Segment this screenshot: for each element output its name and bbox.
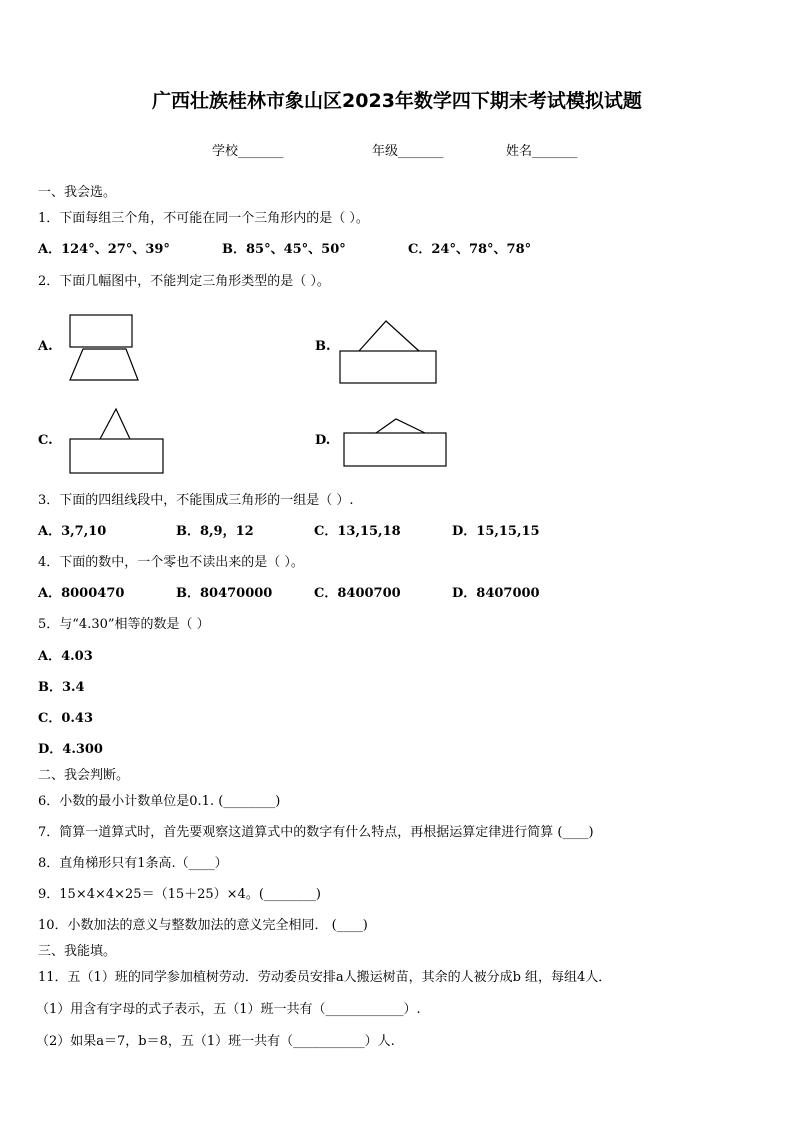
- q2-option-c-label[interactable]: C.: [38, 433, 53, 448]
- q3-option-a[interactable]: A．3,7,10: [38, 524, 107, 539]
- q5-text: 5．与“4.30”相等的数是（ ）: [38, 617, 210, 632]
- q3-text: 3．下面的四组线段中，不能围成三角形的一组是（ ）.: [38, 493, 354, 508]
- section-2-heading: 二、我会判断。: [38, 768, 130, 783]
- q4-option-a[interactable]: A．8000470: [38, 586, 125, 601]
- q5-option-d[interactable]: D．4.300: [38, 742, 103, 757]
- q2-option-d-label[interactable]: D.: [315, 433, 331, 448]
- q2-text: 2．下面几幅图中，不能判定三角形类型的是（ ）。: [38, 274, 330, 289]
- q5-option-c[interactable]: C．0.43: [38, 711, 94, 726]
- q4-option-d[interactable]: D．8407000: [452, 586, 540, 601]
- q1-option-b[interactable]: B．85°、45°、50°: [222, 242, 346, 257]
- school-field[interactable]: 学校_______: [212, 144, 284, 159]
- q2-figure-d[interactable]: [338, 412, 453, 472]
- q5-option-b[interactable]: B．3.4: [38, 680, 85, 695]
- grade-field[interactable]: 年级_______: [372, 144, 444, 159]
- q5-option-a[interactable]: A．4.03: [38, 649, 93, 664]
- q11-text: 11．五（1）班的同学参加植树劳动．劳动委员安排a人搬运树苗，其余的人被分成b 组，每组4人．: [38, 970, 612, 985]
- q3-option-d[interactable]: D．15,15,15: [452, 524, 540, 539]
- name-field[interactable]: 姓名_______: [506, 144, 578, 159]
- q2-figure-b[interactable]: [335, 315, 445, 390]
- q9-text: 9．15×4×4×25＝（15＋25）×4。(________): [38, 887, 321, 902]
- q4-option-b[interactable]: B．80470000: [176, 586, 273, 601]
- q8-text: 8．直角梯形只有1条高.（____）: [38, 856, 228, 871]
- q11-part-2: （2）如果a＝7，b＝8，五（1）班一共有（___________）人.: [36, 1034, 395, 1049]
- q2-figure-a[interactable]: [60, 310, 150, 390]
- q2-option-a-label[interactable]: A.: [38, 339, 53, 354]
- q11-part-1: （1）用含有字母的式子表示，五（1）班一共有（____________）.: [36, 1002, 421, 1017]
- q1-option-a[interactable]: A．124°、27°、39°: [38, 242, 170, 257]
- q1-text: 1．下面每组三个角，不可能在同一个三角形内的是（ ）。: [38, 211, 369, 226]
- q3-option-b[interactable]: B．8,9，12: [176, 524, 254, 539]
- q7-text: 7．简算一道算式时，首先要观察这道算式中的数字有什么特点，再根据运算定律进行简算 (____): [38, 825, 594, 840]
- q4-option-c[interactable]: C．8400700: [314, 586, 401, 601]
- section-1-heading: 一、我会选。: [38, 185, 117, 200]
- q1-option-c[interactable]: C．24°、78°、78°: [408, 242, 532, 257]
- q10-text: 10．小数加法的意义与整数加法的意义完全相同． (____): [38, 918, 368, 933]
- q2-figure-c[interactable]: [60, 405, 170, 480]
- q6-text: 6．小数的最小计数单位是0.1. (________): [38, 794, 281, 809]
- q2-option-b-label[interactable]: B.: [315, 339, 331, 354]
- section-3-heading: 三、我能填。: [38, 944, 117, 959]
- q3-option-c[interactable]: C．13,15,18: [314, 524, 401, 539]
- page-title: 广西壮族桂林市象山区2023年数学四下期末考试模拟试题: [152, 90, 642, 112]
- q4-text: 4．下面的数中，一个零也不读出来的是（ ）。: [38, 555, 304, 570]
